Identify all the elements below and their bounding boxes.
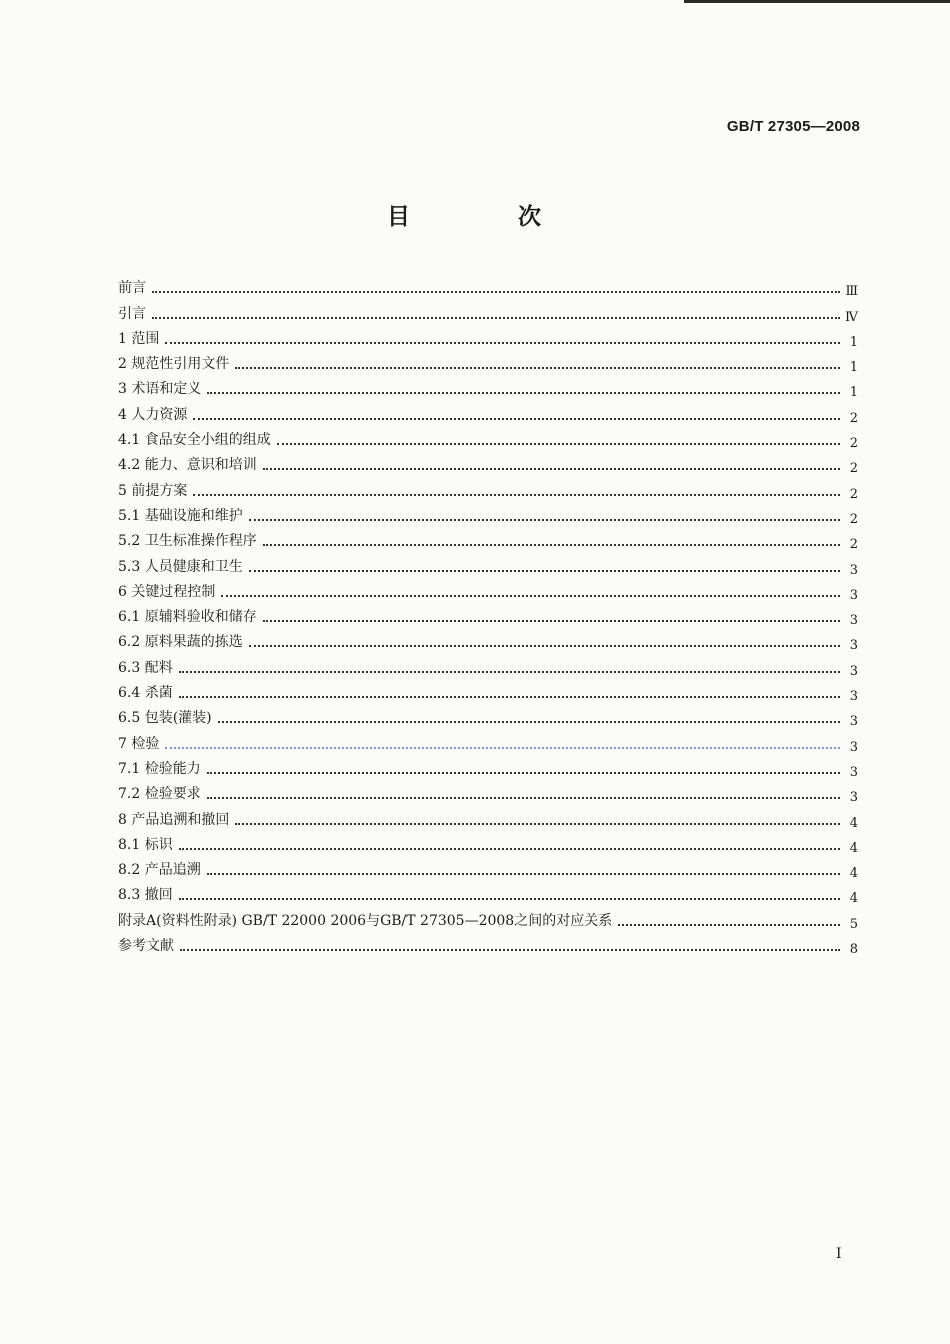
toc-entry-page: 3: [849, 739, 858, 755]
toc-entry-page: 2: [849, 537, 858, 553]
toc-entry[interactable]: [118, 449, 858, 477]
toc-entry-page: 2: [849, 410, 858, 426]
toc-leader-dots: [165, 342, 840, 344]
toc-entry-page: Ⅳ: [845, 309, 858, 325]
toc-entry-page: 1: [849, 334, 858, 350]
toc-leader-dots: [180, 949, 840, 951]
toc-entry[interactable]: [118, 474, 858, 502]
toc-entry-label: 6.1 原辅料验收和储存: [118, 609, 257, 626]
toc-entry-page: 3: [849, 764, 858, 780]
toc-leader-dots: [221, 595, 840, 597]
toc-entry-label: 前言: [118, 280, 146, 297]
toc-entry[interactable]: [118, 398, 858, 426]
toc-entry-label: 6.2 原料果蔬的拣选: [118, 634, 243, 651]
toc-leader-dots: [179, 671, 840, 673]
toc-entry-page: Ⅲ: [845, 284, 858, 300]
toc-entry[interactable]: [118, 677, 858, 705]
toc-entry-page: 3: [849, 562, 858, 578]
toc-leader-dots: [207, 873, 840, 875]
toc-entry-label: 5.1 基础设施和维护: [118, 507, 243, 524]
toc-entry[interactable]: [118, 373, 858, 401]
toc-entry-label: 5.3 人员健康和卫生: [118, 558, 243, 575]
page-number: I: [836, 1246, 842, 1262]
toc-leader-dots: [263, 468, 840, 470]
toc-entry-page: 1: [849, 385, 858, 401]
toc-entry-page: 2: [849, 486, 858, 502]
page-title: 目 次: [386, 204, 591, 230]
toc-leader-dots: [165, 747, 840, 749]
toc-leader-dots: [207, 392, 840, 394]
toc-entry-page: 8: [849, 942, 858, 958]
toc-entry-page: 4: [849, 815, 858, 831]
toc-entry-page: 3: [849, 689, 858, 705]
toc-leader-dots: [179, 898, 840, 900]
toc-leader-dots: [152, 317, 840, 319]
toc-entry-page: 1: [849, 360, 858, 376]
toc-entry[interactable]: [118, 753, 858, 778]
toc-leader-dots: [249, 519, 840, 521]
toc-entry[interactable]: [118, 727, 858, 755]
toc-entry[interactable]: [118, 930, 858, 958]
toc-entry-label: 6.4 杀菌: [118, 685, 173, 702]
toc-entry-label: 6 关键过程控制: [118, 583, 216, 600]
toc-entry-page: 4: [849, 840, 858, 856]
toc-entry[interactable]: [118, 323, 858, 348]
toc-entry-page: 4: [849, 866, 858, 882]
toc-entry-label: 参考文献: [118, 938, 174, 955]
toc-leader-dots: [207, 772, 840, 774]
toc-entry[interactable]: [118, 500, 858, 525]
toc-entry[interactable]: [118, 626, 858, 654]
toc-leader-dots: [249, 645, 840, 647]
toc-entry-page: 4: [849, 891, 858, 907]
toc-entry-label: 8.3 撤回: [118, 887, 173, 904]
toc-entry-label: 7 检验: [118, 735, 160, 752]
toc-leader-dots: [249, 570, 840, 572]
table-of-contents: [118, 272, 858, 958]
toc-entry-label: 3 术语和定义: [118, 381, 202, 398]
toc-entry-label: 4.2 能力、意识和培训: [118, 457, 257, 474]
toc-leader-dots: [152, 291, 840, 293]
toc-leader-dots: [277, 443, 840, 445]
toc-entry-page: 3: [849, 638, 858, 654]
toc-entry-page: 5: [849, 916, 858, 932]
toc-entry-label: 6.5 包装(灌装): [118, 710, 212, 727]
toc-entry[interactable]: [118, 601, 858, 629]
toc-entry-page: 3: [849, 714, 858, 730]
toc-entry-label: 5.2 卫生标准操作程序: [118, 533, 257, 550]
toc-entry-page: 3: [849, 663, 858, 679]
toc-leader-dots: [263, 620, 840, 622]
toc-entry[interactable]: [118, 904, 858, 932]
toc-entry[interactable]: [118, 778, 858, 806]
toc-entry[interactable]: [118, 272, 858, 300]
toc-entry-label: 引言: [118, 305, 146, 322]
toc-leader-dots: [207, 797, 840, 799]
toc-entry[interactable]: [118, 576, 858, 601]
toc-entry-label: 5 前提方案: [118, 482, 188, 499]
toc-entry[interactable]: [118, 525, 858, 553]
toc-entry-page: 2: [849, 461, 858, 477]
toc-entry-label: 4.1 食品安全小组的组成: [118, 432, 271, 449]
toc-leader-dots: [179, 848, 840, 850]
toc-entry[interactable]: [118, 803, 858, 831]
toc-entry-label: 2 规范性引用文件: [118, 356, 230, 373]
document-code: GB/T 27305—2008: [726, 118, 860, 135]
toc-entry-page: 3: [849, 587, 858, 603]
toc-entry[interactable]: [118, 879, 858, 907]
toc-entry[interactable]: [118, 829, 858, 854]
toc-entry-page: 3: [849, 613, 858, 629]
toc-entry-label: 8 产品追溯和撤回: [118, 811, 230, 828]
toc-entry[interactable]: [118, 651, 858, 679]
toc-leader-dots: [235, 823, 840, 825]
toc-entry-label: 8.1 标识: [118, 836, 173, 853]
toc-entry-label: 7.1 检验能力: [118, 760, 201, 777]
toc-leader-dots: [218, 721, 840, 723]
toc-entry[interactable]: [118, 348, 858, 376]
toc-leader-dots: [618, 924, 840, 926]
toc-entry-page: 3: [849, 790, 858, 806]
toc-leader-dots: [263, 544, 840, 546]
toc-entry-label: 4 人力资源: [118, 406, 188, 423]
toc-entry[interactable]: [118, 854, 858, 882]
toc-entry-label: 1 范围: [118, 330, 160, 347]
toc-entry-label: 7.2 检验要求: [118, 786, 201, 803]
toc-leader-dots: [235, 367, 840, 369]
toc-leader-dots: [179, 696, 840, 698]
top-rule: [684, 0, 950, 3]
toc-entry-label: 附录A(资料性附录) GB/T 22000 2006与GB/T 27305—2008之间的对应关系: [118, 912, 613, 929]
toc-entry[interactable]: [118, 702, 858, 730]
toc-leader-dots: [193, 418, 840, 420]
toc-entry-page: 2: [849, 436, 858, 452]
toc-entry-page: 2: [849, 511, 858, 527]
toc-entry[interactable]: [118, 550, 858, 578]
toc-leader-dots: [193, 494, 840, 496]
toc-entry-label: 6.3 配料: [118, 659, 173, 676]
toc-entry-label: 8.2 产品追溯: [118, 862, 201, 879]
toc-entry[interactable]: [118, 297, 858, 325]
toc-entry[interactable]: [118, 424, 858, 452]
